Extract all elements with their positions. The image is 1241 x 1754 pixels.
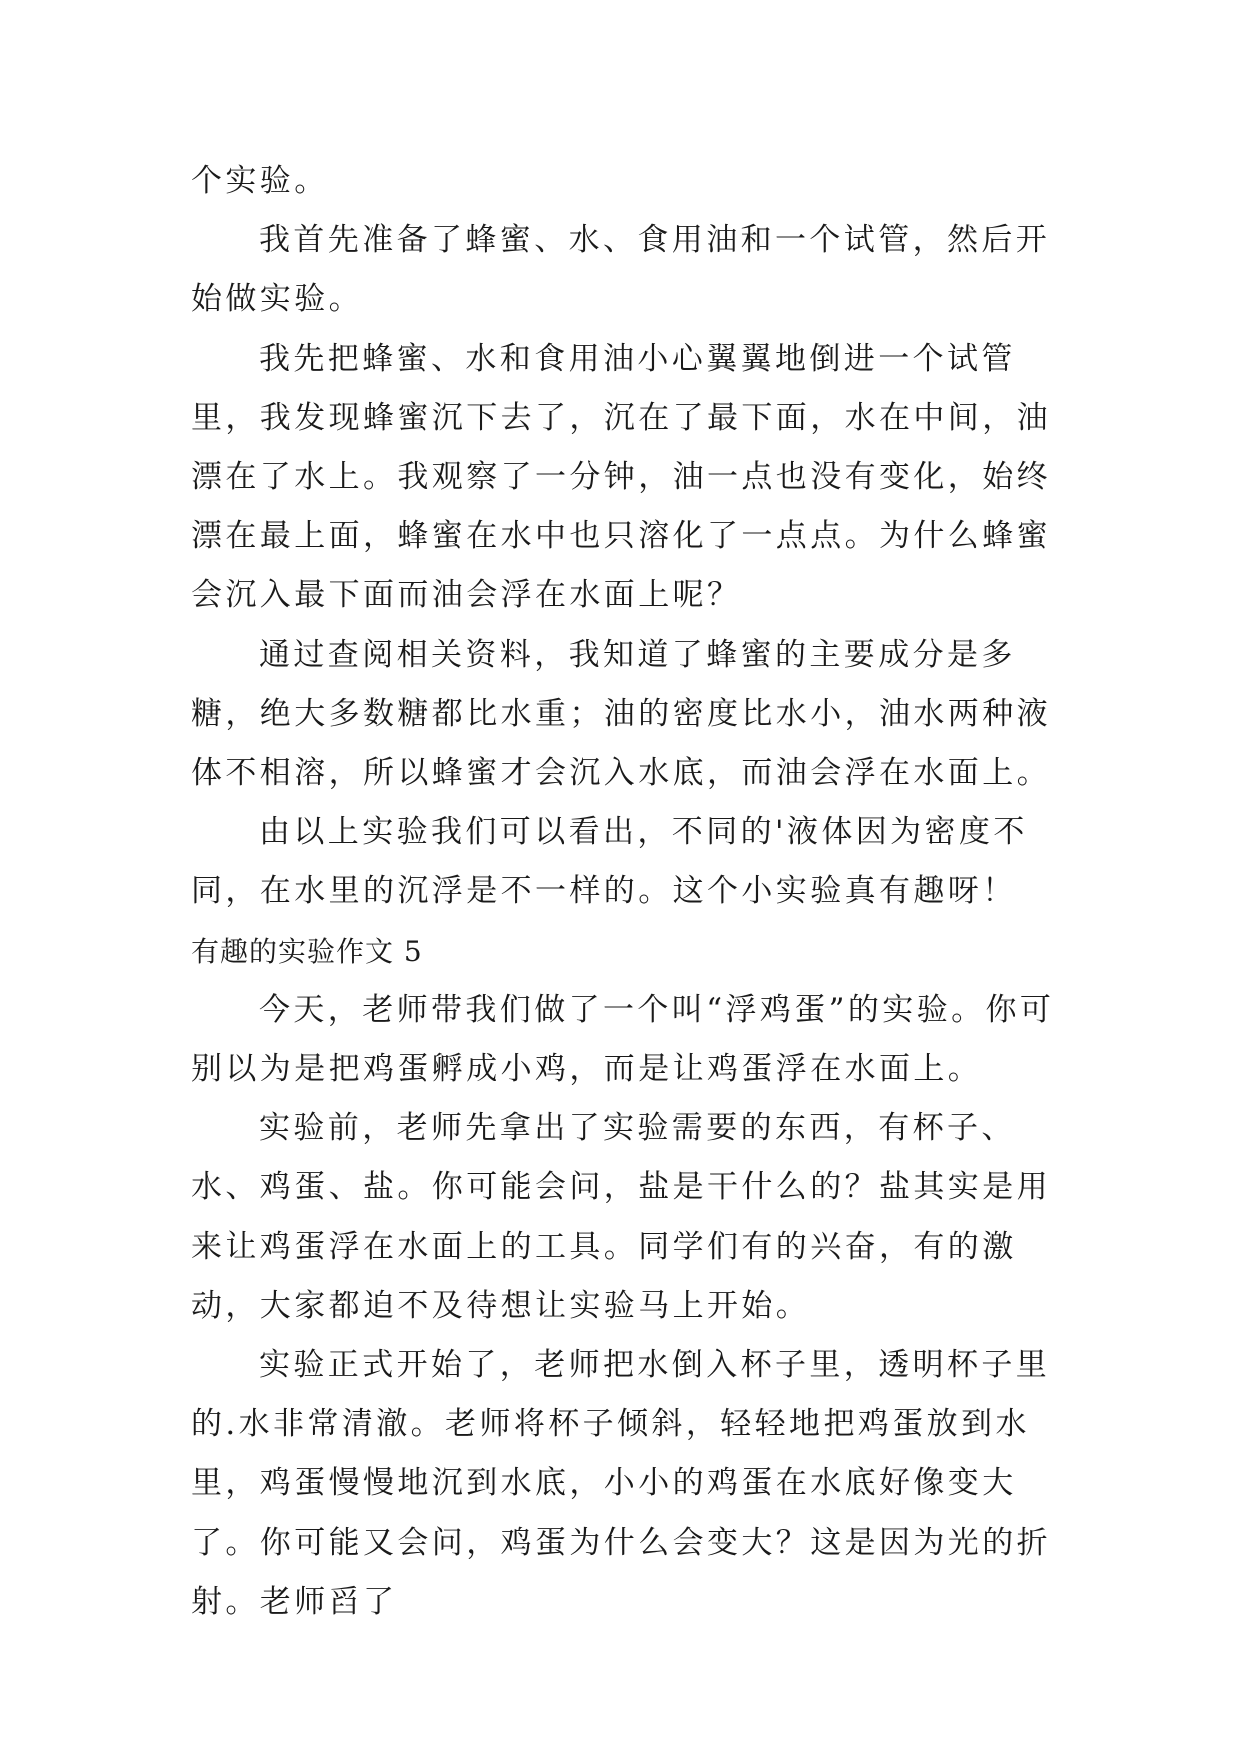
paragraph-5: 由以上实验我们可以看出，不同的'液体因为密度不同，在水里的沉浮是不一样的。这个小实验真有趣呀！ bbox=[191, 814, 1028, 910]
section-paragraph-3: 实验正式开始了，老师把水倒入杯子里，透明杯子里的.水非常清澈。老师将杯子倾斜，轻轻地把鸡蛋放到水里，鸡蛋慢慢地沉到水底，小小的鸡蛋在水底好像变大了。你可能又会问，鸡蛋为什么会变大？这是因为光的折射。老师舀了 bbox=[191, 1347, 1051, 1620]
section-paragraph-1: 今天，老师带我们做了一个叫“浮鸡蛋”的实验。你可别以为是把鸡蛋孵成小鸡，而是让鸡蛋浮在水面上。 bbox=[191, 991, 1055, 1088]
document-body bbox=[191, 152, 1071, 1632]
section-title: 有趣的实验作文 5 bbox=[191, 934, 423, 968]
paragraph-1: 个实验。 bbox=[191, 163, 329, 199]
paragraph-2: 我首先准备了蜂蜜、水、食用油和一个试管，然后开始做实验。 bbox=[191, 222, 1051, 318]
section-paragraph-2: 实验前，老师先拿出了实验需要的东西，有杯子、水、鸡蛋、盐。你可能会问，盐是干什么的？盐其实是用来让鸡蛋浮在水面上的工具。同学们有的兴奋，有的激动，大家都迫不及待想让实验马上开始。 bbox=[191, 1110, 1051, 1324]
paragraph-3: 我先把蜂蜜、水和食用油小心翼翼地倒进一个试管里，我发现蜂蜜沉下去了，沉在了最下面，水在中间，油漂在了水上。我观察了一分钟，油一点也没有变化，始终漂在最上面，蜂蜜在水中也只溶化了一点点。为什么蜂蜜会沉入最下面而油会浮在水面上呢？ bbox=[191, 340, 1051, 614]
paragraph-4: 通过查阅相关资料，我知道了蜂蜜的主要成分是多糖，绝大多数糖都比水重；油的密度比水小，油水两种液体不相溶，所以蜂蜜才会沉入水底，而油会浮在水面上。 bbox=[191, 636, 1051, 792]
